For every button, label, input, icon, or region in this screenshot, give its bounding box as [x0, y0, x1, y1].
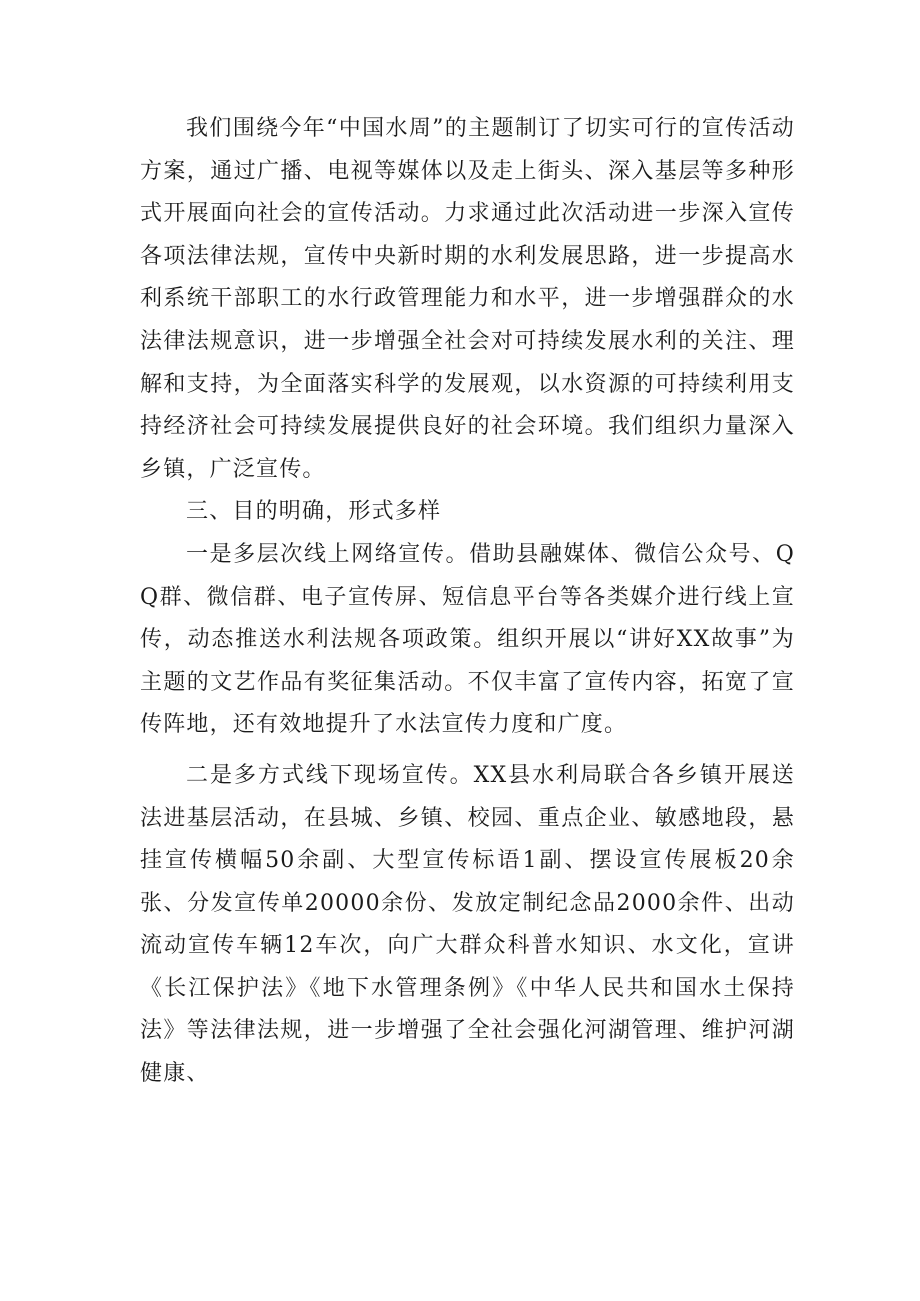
paragraph-publicity-plan: 我们围绕今年“中国水周”的主题制订了切实可行的宣传活动方案，通过广播、电视等媒体以及走上街头、深入基层等多种形式开展面向社会的宣传活动。力求通过此次活动进一步深入宣传各项法律法规，宣传中央新时期的水利发展思路，进一步提高水利系统干部职工的水行政管理能力和水平，进一步增强群众的水法律法规意识，进一步增强全社会对可持续发展水利的关注、理解和支持，为全面落实科学的发展观，以水资源的可持续利用支持经济社会可持续发展提供良好的社会环境。我们组织力量深入乡镇，广泛宣传。 [140, 116, 795, 482]
paragraph-online-publicity: 一是多层次线上网络宣传。借助县融媒体、微信公众号、QQ群、微信群、电子宣传屏、短信息平台等各类媒介进行线上宣传，动态推送水利法规各项政策。组织开展以“讲好XX故事”为主题的文艺作品有奖征集活动。不仅丰富了宣传内容，拓宽了宣传阵地，还有效地提升了水法宣传力度和广度。 [140, 541, 795, 738]
section-heading: 三、目的明确，形式多样 [186, 499, 442, 525]
paragraph-offline-publicity: 二是多方式线下现场宣传。XX县水利局联合各乡镇开展送法进基层活动，在县城、乡镇、校园、重点企业、敏感地段，悬挂宣传横幅50余副、大型宣传标语1副、摆设宣传展板20余张、分发宣传单20000余份、发放定制纪念品2000余件、出动流动宣传车辆12车次，向广大群众科普水知识、水文化，宣讲《长江保护法》《地下水管理条例》《中华人民共和国水土保持法》等法律法规，进一步增强了全社会强化河湖管理、维护河湖健康、 [140, 762, 795, 1087]
document-body [140, 108, 795, 1096]
